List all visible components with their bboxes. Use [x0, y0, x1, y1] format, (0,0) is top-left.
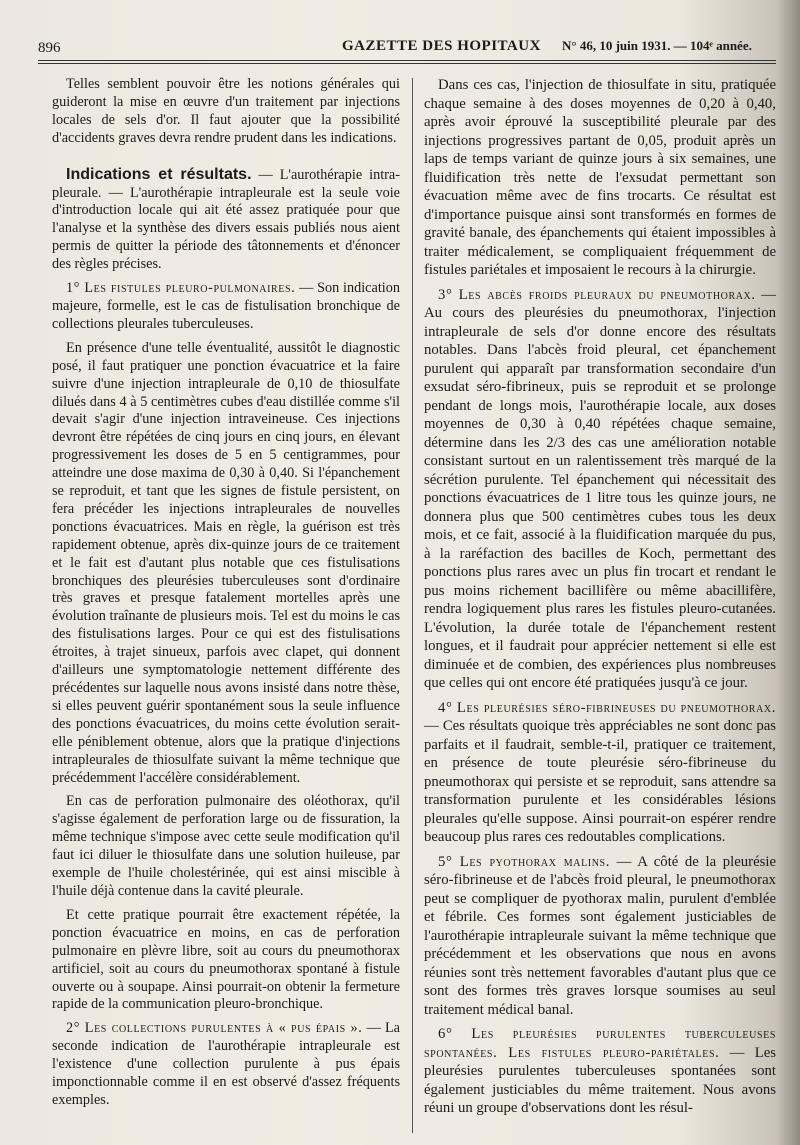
- page-number: 896: [38, 40, 61, 56]
- subsection-title: 5° Les pyothorax malins.: [438, 853, 610, 870]
- paragraph: Dans ces cas, l'injection de thiosulfate in situ, pratiquée chaque semaine à des doses moyennes de 0,20 à 0,40, après avoir éprouvé la susceptibilité pleurale par des injections progressives partant de 0,05, produit après un laps de temps variant de quinze jours à six semaines, une fluidification très nette de l'exsudat permettant son évacuation même avec de fins trocarts. Ce résultat est d'importance puisque ainsi sont transformés en formes de gravité banale, des épanchements qui étaient impossibles à traiter médicalement, se compliquaient fréquemment de fistules pariétales et imposaient le recours à la chirurgie.: [424, 77, 776, 278]
- paragraph-text: — Au cours des pleurésies du pneumothorax, l'injection intrapleurale de sels d'or donne encore des résultats notables. Dans l'abcès froid pleural, cet épanchement purulent qui apparaît par transformation secondaire d'un exsudat séro-fibrineux, puis se reproduit et se prolonge pendant de longs mois, l'aurothérapie locale, aux doses moyennes de 0,30 à 0,40 répétées chaque semaine, détermine dans les 2/3 des cas une amélioration notable consistant surtout en un ralentissement très marqué de la sécrétion purulente. Tel épanchement qui nécessitait des ponctions évacuatrices de 1 litre tous les quinze jours, ne donnera plus que 500 centimètres cubes tous les deux mois, et ce fait, associé à la fluidification marquée du pus, à la raréfaction des bacilles de Koch, permettant des ponctions plus rares avec un plus fin trocart et rendant le pus moins richement bacillifère ou même abacillifère, rendra logiquement plus rares les fistules pleuro-cutanées. L'évolution, la durée totale de l'épanchement restent longues, et il faudrait pour apprécier nettement si elle est diminuée et de combien, des expériences plus nombreuses que celles qui ont encore été pratiquées jusqu'à ce jour.: [424, 286, 777, 691]
- paragraph: En présence d'une telle éventualité, aussitôt le diagnostic posé, il faut pratiquer une ponction évacuatrice et la faire suivre d'une injection intrapleurale de 0,10 de thiosulfate dilués dans 4 à 5 centimètres cubes d'eau distillée comme s'il devait s'agir d'une injection intraveineuse. Ces injections devront être répétées de cinq jours en cinq jours, en élevant progressivement les doses de 5 en 5 centigrammes, pour atteindre une dose maxima de 0,30 à 0,40. Si l'épanchement se reproduit, et tant que les signes de fistule persistent, on fera précéder les injections intrapleurales de nouvelles ponctions évacuatrices. Mais en règle, la guérison est très rapidement obtenue, après dix-quinze jours de ce traitement et le fait est d'autant plus notable que ces fistulisations bronchiques des pleurésies tuberculeuses sont d'ordinaire très graves et presque fatalement mortelles après une évolution traînante de plusieurs mois. Tel est du moins le cas des fistulisations larges. Pour ce qui est des fistulisations étroites, à trajet sinueux, parfois avec clapet, qui donnent d'ailleurs une symptomatologie nettement différente des précédentes sur laquelle nous avons insisté dans notre thèse, si elles peuvent guérir spontanément sous la seule influence des ponctions évacuatrices, du moins cette évolution serait-elle péniblement obtenue, alors que la pratique d'injections intrapleurales de thiosulfate suivant la même technique que précédemment l'accélère considérablement.: [52, 339, 400, 786]
- subsection-title: 3° Les abcès froids pleuraux du pneumothorax.: [438, 286, 756, 303]
- subsection-paragraph: [52, 280, 400, 334]
- header-rule-top: [38, 60, 776, 61]
- subsection-title: 1° Les fistules pleuro-pulmonaires.: [66, 280, 296, 297]
- paragraph: Et cette pratique pourrait être exactement répétée, la ponction évacuatrice en moins, en cas de perforation pulmonaire en plèvre libre, soit au cours du pneumothorax artificiel, soit au cours du pneumothorax spontané à fistule ouverte ou à soupape. Ainsi pourrait-on obtenir la fermeture rapide de la communication pleuro-bronchique.: [52, 906, 400, 1013]
- issue-info: N° 46, 10 juin 1931. — 104ᵉ année.: [562, 38, 752, 53]
- subsection-title: 6° Les pleurésies purulentes tuberculeuses spontanées. Les fistules pleuro-pariétales.: [424, 1026, 776, 1061]
- section-heading: Indications et résultats.: [66, 165, 252, 183]
- paragraph-text: — Son indication majeure, formelle, est le cas de fistulisation bronchique de collections pleurales tuberculeuses.: [52, 280, 400, 332]
- left-column: [52, 76, 400, 1116]
- header-rule-bottom: [38, 63, 776, 64]
- paragraph: En cas de perforation pulmonaire des oléothorax, qu'il s'agisse également de perforation large ou de fissuration, la même technique s'impose avec cette seule modification qu'il faut ici diluer le thiosulfate dans une solution huileuse, par exemple de l'huile cholestérinée, qui est ainsi miscible à l'huile déjà contenue dans la cavité pleurale.: [52, 793, 400, 899]
- subsection-paragraph: [424, 1025, 776, 1118]
- paragraph-text: — Les pleurésies purulentes tuberculeuses spontanées sont également justiciables du même traitement. Nous avons réuni un groupe d'observations dont les résul-: [424, 1044, 776, 1116]
- paragraph-text: — La seconde indication de l'aurothérapie intrapleurale est l'existence d'une collection purulente à pus épais imponctionnable comme il en est observé d'assez fréquents exemples.: [52, 1020, 401, 1108]
- paragraph-text: — Ces résultats quoique très appréciables ne sont donc pas parfaits et il faudrait, semble-t-il, pratiquer ce traitement, en présence de toute pleurésie séro-fibrineuse du pneumothorax qui persiste et se reproduit, sans attendre sa transformation purulente et les considérables lésions pleurales qu'elle suppose. Ainsi pourrait-on espérer rendre beaucoup plus rares ces redoutables complications.: [424, 718, 776, 845]
- paragraph-text: — A côté de la pleurésie séro-fibrineuse et de l'abcès froid pleural, le pneumothorax peut se compliquer de pyothorax malin, purulent d'emblée et fébrile. Ces formes sont également justiciables de l'aurothérapie intrapleurale suivant la même technique que précédemment et les observations que nous en avons réunies sont très nettement favorables d'autant plus que ce sont des formes très graves lorsque soumises au seul traitement médical banal.: [424, 853, 776, 1018]
- subsection-paragraph: [424, 286, 776, 693]
- paragraph: Telles semblent pouvoir être les notions générales qui guideront la mise en œuvre d'un traitement par injections locales de sels d'or. Il faut ajouter que la possibilité d'accidents graves devra rendre prudent dans les indications.: [52, 76, 400, 146]
- column-divider: [412, 78, 413, 1133]
- subsection-paragraph: [424, 853, 776, 1020]
- subsection-paragraph: [52, 1020, 400, 1110]
- section-spacer: [52, 154, 400, 166]
- page-header: [38, 34, 772, 60]
- subsection-paragraph: [424, 699, 776, 847]
- journal-title: GAZETTE DES HOPITAUX: [342, 38, 541, 54]
- right-column: [424, 76, 776, 1124]
- section-paragraph: [52, 166, 400, 274]
- subsection-title: 2° Les collections purulentes à « pus épais ».: [66, 1020, 363, 1037]
- paragraph-text: — L'aurothérapie intra-pleurale. — L'aurothérapie intrapleurale est la seule voie d'introduction locale qui ait été assez pratiquée pour que l'analyse et la synthèse des divers essais publiés nous aient permis de quitter la période des tâtonnements et d'énoncer des règles précises.: [52, 166, 400, 273]
- subsection-title: 4° Les pleurésies séro-fibrineuses du pneumothorax.: [438, 699, 776, 716]
